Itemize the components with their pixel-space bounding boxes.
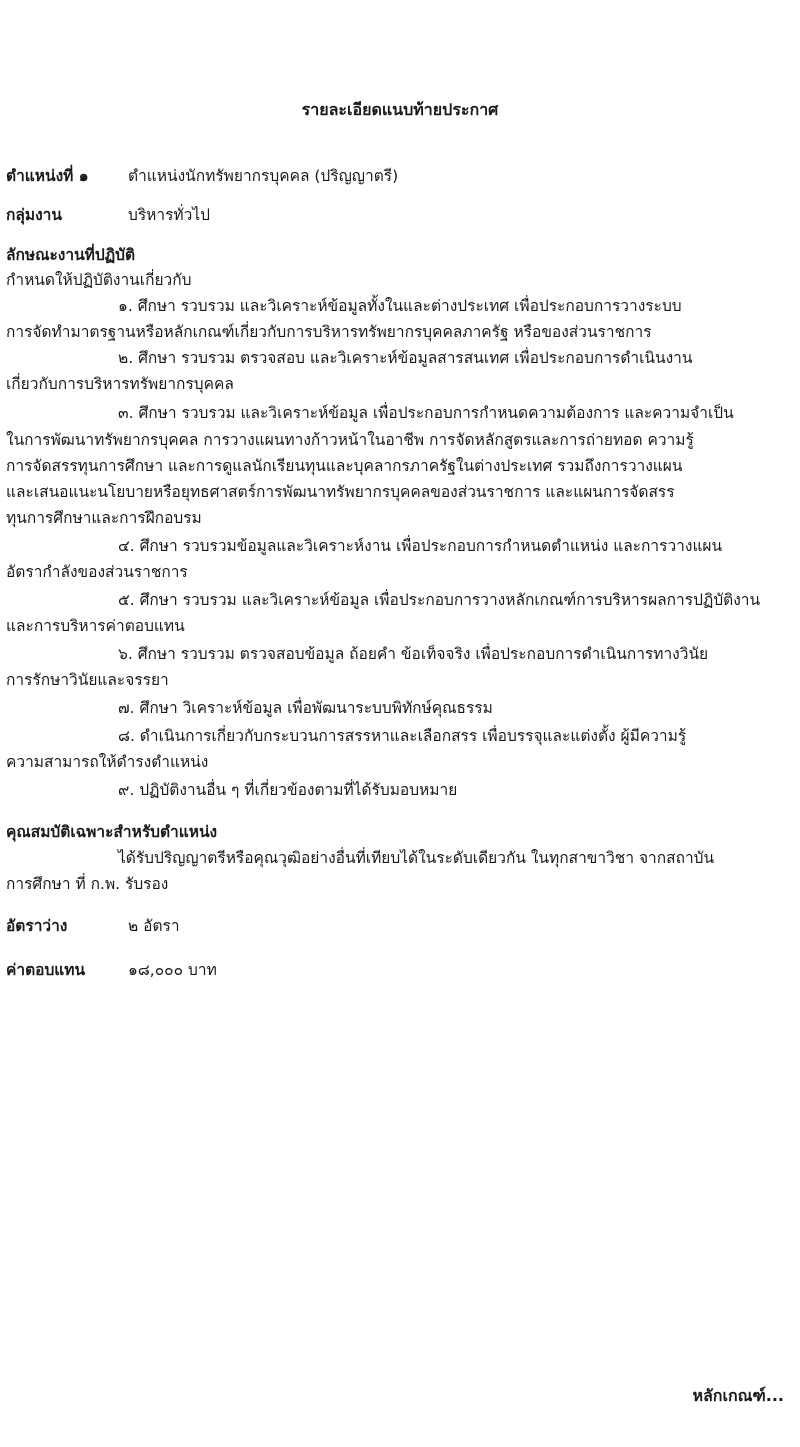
qualification-heading: คุณสมบัติเฉพาะสำหรับตำแหน่ง	[6, 823, 218, 841]
duty-item-6-line-1: ๖. ศึกษา รวบรวม ตรวจสอบข้อมูล ถ้อยคำ ข้อเท็จจริง เพื่อประกอบการดำเนินการทางวินัย	[118, 645, 709, 663]
duty-item-3-line-1: ๓. ศึกษา รวบรวม และวิเคราะห์ข้อมูล เพื่อประกอบการกำหนดความต้องการ และความจำเป็น	[118, 404, 734, 422]
duty-item-1-line-1: ๑. ศึกษา รวบรวม และวิเคราะห์ข้อมูลทั้งในและต่างประเทศ เพื่อประกอบการวางระบบ	[118, 297, 682, 315]
group-label: กลุ่มงาน	[6, 206, 62, 224]
page-continuation-footer: หลักเกณฑ์...	[692, 1386, 784, 1405]
document-page	[6, 0, 794, 1447]
vacancy-label: อัตราว่าง	[6, 917, 68, 935]
duty-item-8-line-2: ความสามารถให้ดำรงตำแหน่ง	[6, 753, 209, 771]
duty-item-1-line-2: การจัดทำมาตรฐานหรือหลักเกณฑ์เกี่ยวกับการบริหารทรัพยากรบุคคลภาครัฐ หรือของส่วนราชการ	[6, 323, 652, 341]
duty-item-3-line-5: ทุนการศึกษาและการฝึกอบรม	[6, 509, 202, 527]
position-value: ตำแหน่งนักทรัพยากรบุคคล (ปริญญาตรี)	[128, 167, 399, 185]
position-label: ตำแหน่งที่ ๑	[6, 167, 89, 185]
salary-value: ๑๘,๐๐๐ บาท	[128, 961, 217, 979]
document-title: รายละเอียดแนบท้ายประกาศ	[301, 100, 499, 119]
duties-heading: ลักษณะงานที่ปฏิบัติ	[6, 246, 136, 264]
duty-item-2-line-1: ๒. ศึกษา รวบรวม ตรวจสอบ และวิเคราะห์ข้อมูลสารสนเทศ เพื่อประกอบการดำเนินงาน	[118, 349, 693, 367]
salary-label: ค่าตอบแทน	[6, 961, 86, 979]
duty-item-3-line-3: การจัดสรรทุนการศึกษา และการดูแลนักเรียนทุนและบุคลากรภาครัฐในต่างประเทศ รวมถึงการวางแผน	[6, 457, 683, 475]
duty-item-4-line-2: อัตรากำลังของส่วนราชการ	[6, 563, 188, 581]
duty-item-6-line-2: การรักษาวินัยและจรรยา	[6, 671, 169, 689]
qualification-line-2: การศึกษา ที่ ก.พ. รับรอง	[6, 875, 169, 893]
duty-item-3-line-4: และเสนอแนะนโยบายหรือยุทธศาสตร์การพัฒนาทรัพยากรบุคคลของส่วนราชการ และแผนการจัดสรร	[6, 483, 675, 501]
duty-item-2-line-2: เกี่ยวกับการบริหารทรัพยากรบุคคล	[6, 375, 234, 393]
duty-item-7-line-1: ๗. ศึกษา วิเคราะห์ข้อมูล เพื่อพัฒนาระบบพิทักษ์คุณธรรม	[118, 699, 493, 717]
qualification-line-1: ได้รับปริญญาตรีหรือคุณวุฒิอย่างอื่นที่เทียบได้ในระดับเดียวกัน ในทุกสาขาวิชา จากสถาบัน	[118, 849, 715, 867]
duty-item-9-line-1: ๙. ปฏิบัติงานอื่น ๆ ที่เกี่ยวข้องตามที่ได้รับมอบหมาย	[118, 781, 458, 799]
vacancy-value: ๒ อัตรา	[128, 917, 180, 935]
duties-intro: กำหนดให้ปฏิบัติงานเกี่ยวกับ	[6, 271, 192, 289]
group-value: บริหารทั่วไป	[128, 206, 210, 224]
duty-item-5-line-2: และการบริหารค่าตอบแทน	[6, 617, 185, 635]
duty-item-8-line-1: ๘. ดำเนินการเกี่ยวกับกระบวนการสรรหาและเลือกสรร เพื่อบรรจุและแต่งตั้ง ผู้มีความรู้	[118, 727, 687, 745]
duty-item-4-line-1: ๔. ศึกษา รวบรวมข้อมูลและวิเคราะห์งาน เพื่อประกอบการกำหนดตำแหน่ง และการวางแผน	[118, 537, 723, 555]
duty-item-3-line-2: ในการพัฒนาทรัพยากรบุคคล การวางแผนทางก้าวหน้าในอาชีพ การจัดหลักสูตรและการถ่ายทอด ความรู้	[6, 431, 694, 449]
duty-item-5-line-1: ๕. ศึกษา รวบรวม และวิเคราะห์ข้อมูล เพื่อประกอบการวางหลักเกณฑ์การบริหารผลการปฏิบัติงาน	[118, 591, 761, 609]
